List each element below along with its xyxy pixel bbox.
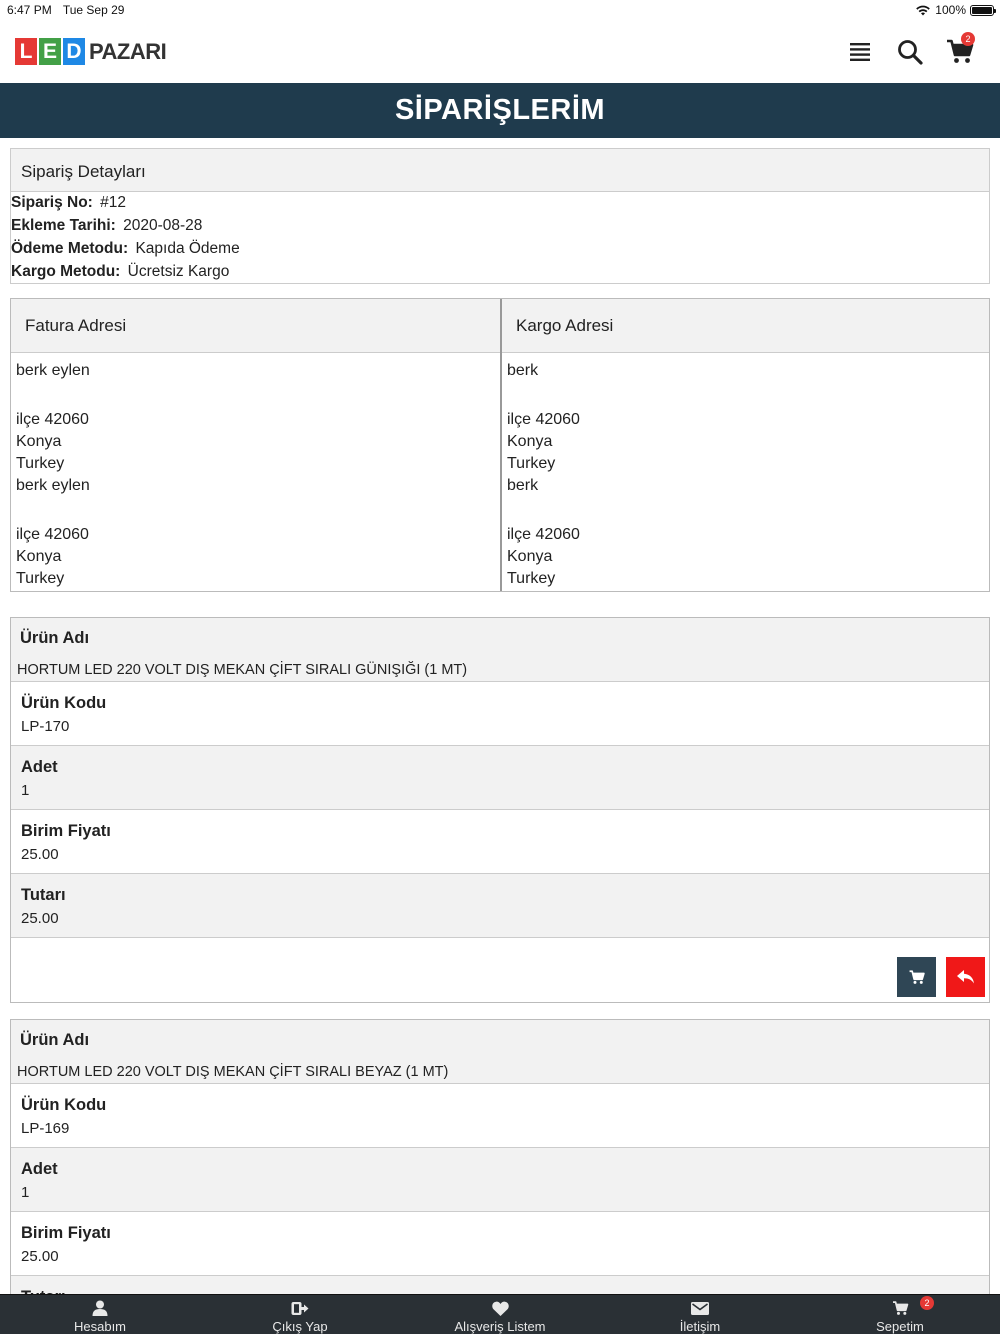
billing-address-title: Fatura Adresi: [11, 299, 500, 353]
product-code-field: [11, 1084, 989, 1148]
tab-logout-label: Çıkış Yap: [272, 1319, 328, 1334]
user-icon: [92, 1300, 108, 1316]
tab-cart-label: Sepetim: [876, 1319, 924, 1334]
product-name-label: Ürün Adı: [20, 629, 90, 647]
shipping-district: ilçe 42060: [507, 526, 580, 543]
billing-name: berk eylen: [16, 477, 90, 494]
cart-count-badge: 2: [961, 32, 975, 46]
order-date-row: [11, 216, 989, 239]
billing-district: ilçe 42060: [16, 526, 89, 543]
page-title: SİPARİŞLERİM: [0, 83, 1000, 138]
logo[interactable]: [15, 38, 166, 65]
shipping-method-label: Kargo Metodu:: [11, 263, 121, 280]
shipping-city: Konya: [507, 433, 553, 450]
tab-cart[interactable]: [800, 1295, 1000, 1334]
reply-icon: [957, 970, 975, 985]
unit-price-label: Birim Fiyatı: [21, 822, 111, 840]
billing-address: [11, 299, 500, 591]
order-details-panel: [10, 148, 990, 284]
shipping-city: Konya: [507, 548, 553, 565]
product-code-label: Ürün Kodu: [21, 1096, 107, 1114]
total-label: Tutarı: [21, 886, 66, 904]
product-name-block: [11, 1020, 989, 1084]
order-number-label: Sipariş No:: [11, 194, 93, 211]
shipping-method-value: Ücretsiz Kargo: [127, 263, 230, 280]
total-field: [11, 874, 989, 938]
status-date: Tue Sep 29: [62, 3, 125, 17]
return-button[interactable]: [946, 957, 985, 997]
tab-wishlist-label: Alışveriş Listem: [454, 1319, 546, 1334]
billing-name: berk eylen: [16, 362, 90, 379]
quantity-value: 1: [21, 1184, 30, 1201]
quantity-field: [11, 1148, 989, 1212]
payment-method-row: [11, 239, 989, 262]
tab-wishlist[interactable]: [400, 1295, 600, 1334]
app-header: [0, 20, 1000, 83]
menu-button[interactable]: [845, 37, 875, 67]
logo-letter-d: D: [63, 38, 85, 65]
payment-method-value: Kapıda Ödeme: [135, 240, 240, 257]
order-number-row: [11, 193, 989, 216]
shipping-name: berk: [507, 362, 539, 379]
product-name: HORTUM LED 220 VOLT DIŞ MEKAN ÇİFT SIRALI GÜNIŞIĞI (1 MT): [17, 662, 468, 678]
search-icon: [897, 39, 923, 65]
battery-icon: [970, 5, 994, 16]
billing-district: ilçe 42060: [16, 411, 89, 428]
unit-price-field: [11, 1212, 989, 1276]
tab-account[interactable]: [0, 1295, 200, 1334]
status-bar: [0, 0, 1000, 20]
billing-city: Konya: [16, 433, 62, 450]
shipping-district: ilçe 42060: [507, 411, 580, 428]
shipping-name: berk: [507, 477, 539, 494]
product-code: LP-170: [21, 718, 70, 735]
logo-text: PAZARI: [89, 38, 167, 64]
heart-icon: [492, 1301, 509, 1316]
unit-price-label: Birim Fiyatı: [21, 1224, 111, 1242]
product-actions: [11, 938, 989, 1002]
logout-icon: [291, 1301, 309, 1316]
quantity-value: 1: [21, 782, 30, 799]
unit-price-field: [11, 810, 989, 874]
cart-icon: [909, 970, 925, 985]
product-code-field: [11, 682, 989, 746]
product-code: LP-169: [21, 1120, 70, 1137]
cart-icon: [892, 1301, 909, 1316]
product-name-label: Ürün Adı: [20, 1031, 90, 1049]
addresses-table: [10, 298, 990, 592]
battery-percent: 100%: [935, 3, 966, 17]
envelope-icon: [691, 1302, 709, 1315]
order-date-label: Ekleme Tarihi:: [11, 217, 116, 234]
tab-account-label: Hesabım: [73, 1319, 127, 1334]
product-card: [10, 1019, 990, 1296]
header-cart-button[interactable]: [945, 34, 975, 67]
menu-icon: [850, 42, 870, 62]
wifi-icon: [915, 4, 931, 16]
product-name: HORTUM LED 220 VOLT DIŞ MEKAN ÇİFT SIRALI BEYAZ (1 MT): [17, 1064, 449, 1080]
tab-cart-count-badge: 2: [920, 1296, 934, 1310]
shipping-address-title: Kargo Adresi: [502, 299, 989, 353]
billing-city: Konya: [16, 548, 62, 565]
quantity-field: [11, 746, 989, 810]
product-code-label: Ürün Kodu: [21, 694, 107, 712]
reorder-cart-button[interactable]: [897, 957, 936, 997]
quantity-label: Adet: [21, 758, 58, 776]
billing-country: Turkey: [16, 570, 65, 587]
status-time: 6:47 PM: [7, 3, 52, 17]
tab-contact[interactable]: [600, 1295, 800, 1334]
logo-letter-l: L: [15, 38, 37, 65]
search-button[interactable]: [895, 37, 925, 67]
unit-price-value: 25.00: [21, 1248, 59, 1265]
shipping-country: Turkey: [507, 570, 556, 587]
logo-letter-e: E: [39, 38, 61, 65]
order-number-value: #12: [100, 194, 127, 211]
order-date-value: 2020-08-28: [123, 217, 203, 234]
product-card: [10, 617, 990, 1003]
total-field: [11, 1276, 989, 1296]
total-value: 25.00: [21, 910, 59, 927]
order-details-title: Sipariş Detayları: [11, 149, 989, 192]
payment-method-label: Ödeme Metodu:: [11, 240, 129, 257]
shipping-method-row: [11, 262, 989, 285]
billing-country: Turkey: [16, 455, 65, 472]
shipping-address: [500, 299, 989, 591]
product-name-block: [11, 618, 989, 682]
shipping-country: Turkey: [507, 455, 556, 472]
tab-contact-label: İletişim: [679, 1319, 721, 1334]
bottom-tab-bar: [0, 1294, 1000, 1334]
quantity-label: Adet: [21, 1160, 58, 1178]
unit-price-value: 25.00: [21, 846, 59, 863]
tab-logout[interactable]: [200, 1295, 400, 1334]
